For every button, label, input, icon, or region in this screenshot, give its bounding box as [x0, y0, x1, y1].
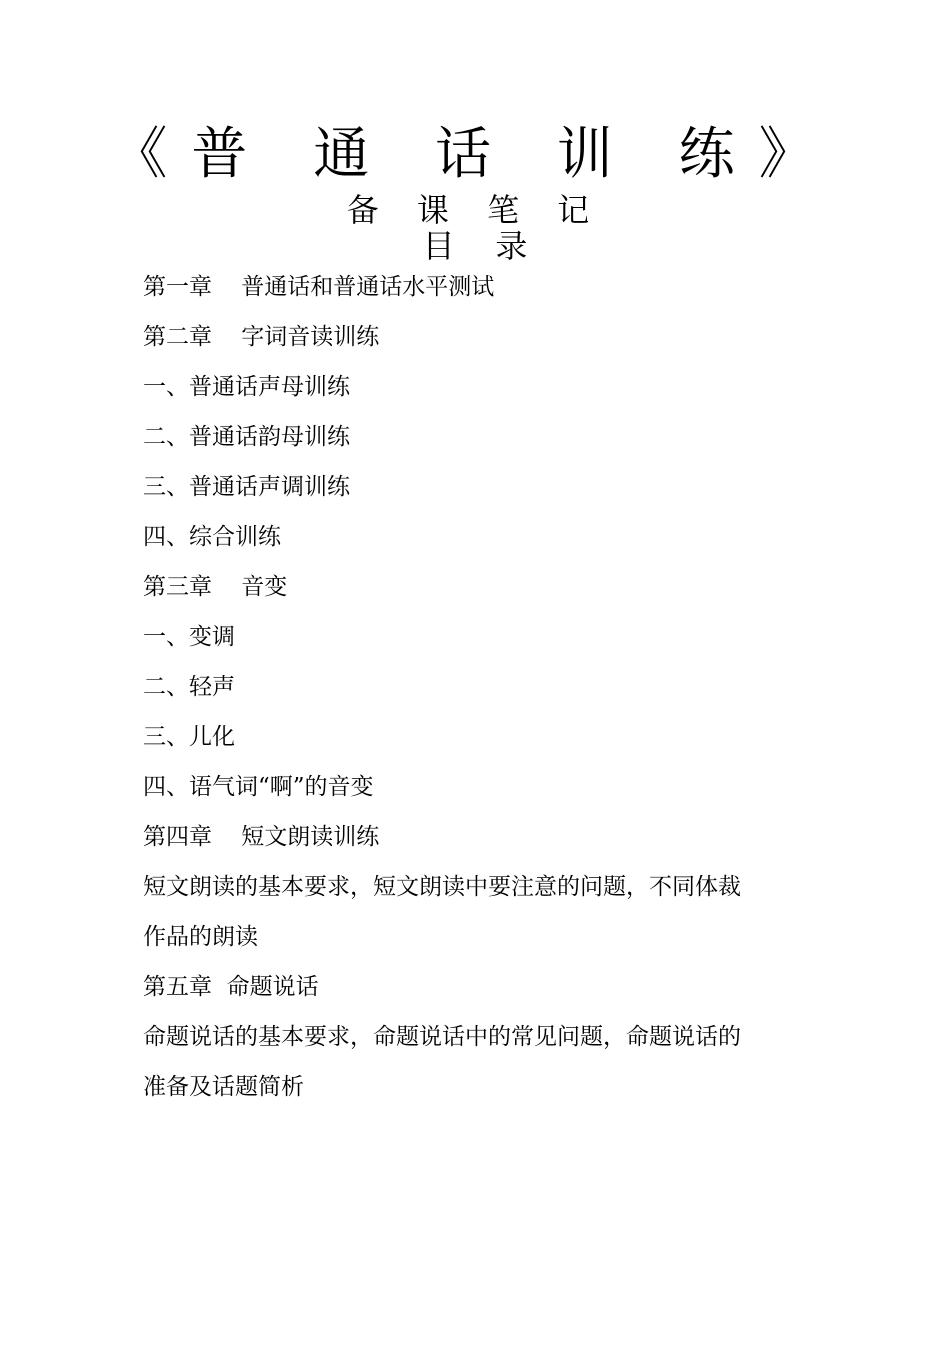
document-title: 《普 通 话 训 练》: [111, 122, 839, 187]
toc-line: 第四章 短文朗读训练: [143, 824, 380, 850]
toc-line: 四、语气词“啊”的音变: [143, 774, 374, 800]
toc-line: 命题说话的基本要求，命题说话中的常见问题，命题说话的: [143, 1024, 741, 1050]
table-of-contents: [143, 262, 743, 1112]
toc-line: 一、变调: [143, 624, 235, 650]
toc-line: 准备及话题简析: [143, 1074, 304, 1100]
document-subtitle: 备 课 笔 记: [346, 191, 604, 229]
toc-line: 短文朗读的基本要求，短文朗读中要注意的问题，不同体裁: [143, 874, 741, 900]
toc-line: 第二章 字词音读训练: [143, 324, 380, 350]
toc-line: 二、轻声: [143, 674, 235, 700]
toc-line: 作品的朗读: [143, 924, 258, 950]
toc-line: 三、儿化: [143, 724, 235, 750]
toc-line: 第一章 普通话和普通话水平测试: [143, 274, 495, 300]
toc-line: 一、普通话声母训练: [143, 374, 350, 400]
toc-line: 第五章 命题说话: [143, 974, 319, 1000]
toc-heading: 目 录: [422, 227, 528, 265]
toc-line: 四、综合训练: [143, 524, 281, 550]
toc-line: 二、普通话韵母训练: [143, 424, 350, 450]
toc-line: 三、普通话声调训练: [143, 474, 350, 500]
toc-line: 第三章 音变: [143, 574, 288, 600]
